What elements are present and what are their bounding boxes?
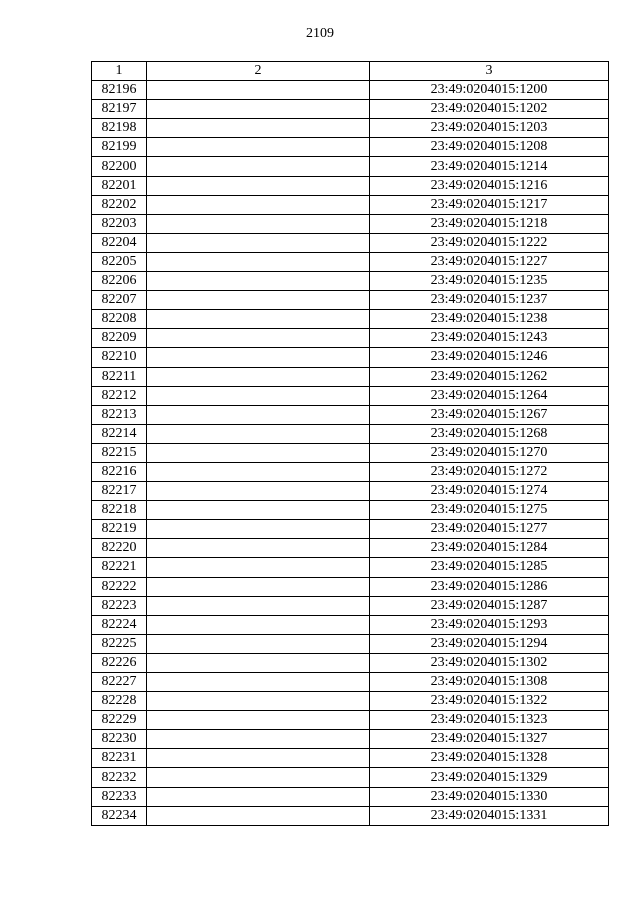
cadastral-number-cell: 23:49:0204015:1323 [370,711,609,730]
cadastral-number-cell: 23:49:0204015:1331 [370,806,609,825]
row-number-cell: 82220 [92,539,147,558]
table-row [92,386,609,405]
row-number-cell: 82211 [92,367,147,386]
row-number-cell: 82223 [92,596,147,615]
table-row [92,520,609,539]
table-row [92,462,609,481]
cadastral-number-cell: 23:49:0204015:1274 [370,482,609,501]
cadastral-number-cell: 23:49:0204015:1267 [370,405,609,424]
row-number-cell: 82217 [92,482,147,501]
table-row [92,424,609,443]
row-number-cell: 82205 [92,252,147,271]
table-row [92,329,609,348]
cadastral-number-cell: 23:49:0204015:1246 [370,348,609,367]
cadastral-number-cell: 23:49:0204015:1208 [370,138,609,157]
row-empty-cell [147,310,370,329]
page-number: 2109 [306,26,334,41]
row-empty-cell [147,749,370,768]
row-number-cell: 82231 [92,749,147,768]
cadastral-number-cell: 23:49:0204015:1294 [370,634,609,653]
table-row [92,749,609,768]
row-empty-cell [147,272,370,291]
row-number-cell: 82206 [92,272,147,291]
table-row [92,233,609,252]
row-number-cell: 82209 [92,329,147,348]
header-row [92,62,609,81]
row-number-cell: 82228 [92,692,147,711]
table-row [92,405,609,424]
row-number-cell: 82227 [92,673,147,692]
row-number-cell: 82234 [92,806,147,825]
row-empty-cell [147,100,370,119]
table-row [92,577,609,596]
cadastral-number-cell: 23:49:0204015:1202 [370,100,609,119]
cadastral-number-cell: 23:49:0204015:1286 [370,577,609,596]
cadastral-number-cell: 23:49:0204015:1293 [370,615,609,634]
row-number-cell: 82218 [92,501,147,520]
row-empty-cell [147,348,370,367]
table-row [92,615,609,634]
table-row [92,653,609,672]
cadastral-number-cell: 23:49:0204015:1328 [370,749,609,768]
cadastral-number-cell: 23:49:0204015:1264 [370,386,609,405]
row-empty-cell [147,138,370,157]
row-empty-cell [147,214,370,233]
table-row [92,214,609,233]
row-empty-cell [147,119,370,138]
row-number-cell: 82207 [92,291,147,310]
table-row [92,367,609,386]
table-row [92,501,609,520]
row-empty-cell [147,596,370,615]
table-row [92,138,609,157]
row-empty-cell [147,539,370,558]
row-empty-cell [147,195,370,214]
cadastral-number-cell: 23:49:0204015:1284 [370,539,609,558]
row-empty-cell [147,176,370,195]
row-empty-cell [147,558,370,577]
row-number-cell: 82203 [92,214,147,233]
row-number-cell: 82229 [92,711,147,730]
row-number-cell: 82216 [92,462,147,481]
row-empty-cell [147,673,370,692]
row-number-cell: 82219 [92,520,147,539]
row-empty-cell [147,806,370,825]
table-row [92,730,609,749]
cadastral-number-cell: 23:49:0204015:1218 [370,214,609,233]
row-number-cell: 82208 [92,310,147,329]
table-row [92,310,609,329]
row-number-cell: 82224 [92,615,147,634]
table-row [92,692,609,711]
cadastral-number-cell: 23:49:0204015:1270 [370,443,609,462]
row-empty-cell [147,405,370,424]
row-number-cell: 82226 [92,653,147,672]
cadastral-number-cell: 23:49:0204015:1329 [370,768,609,787]
table-row [92,443,609,462]
row-empty-cell [147,711,370,730]
cadastral-number-cell: 23:49:0204015:1285 [370,558,609,577]
row-empty-cell [147,520,370,539]
cadastral-number-cell: 23:49:0204015:1262 [370,367,609,386]
row-empty-cell [147,462,370,481]
cadastral-number-cell: 23:49:0204015:1330 [370,787,609,806]
table-body [92,81,609,826]
row-number-cell: 82215 [92,443,147,462]
cadastral-number-cell: 23:49:0204015:1203 [370,119,609,138]
table-row [92,539,609,558]
table-row [92,272,609,291]
row-empty-cell [147,482,370,501]
cadastral-number-cell: 23:49:0204015:1243 [370,329,609,348]
column-header-3: 3 [370,62,609,81]
row-number-cell: 82214 [92,424,147,443]
cadastral-number-cell: 23:49:0204015:1217 [370,195,609,214]
cadastral-number-cell: 23:49:0204015:1302 [370,653,609,672]
row-number-cell: 82233 [92,787,147,806]
row-number-cell: 82213 [92,405,147,424]
table-row [92,81,609,100]
row-empty-cell [147,615,370,634]
row-empty-cell [147,157,370,176]
row-empty-cell [147,367,370,386]
cadastral-number-cell: 23:49:0204015:1214 [370,157,609,176]
table-header [92,62,609,81]
row-number-cell: 82199 [92,138,147,157]
row-number-cell: 82204 [92,233,147,252]
table-row [92,482,609,501]
table-row [92,711,609,730]
cadastral-number-cell: 23:49:0204015:1327 [370,730,609,749]
cadastral-number-cell: 23:49:0204015:1237 [370,291,609,310]
data-table [91,61,609,826]
row-number-cell: 82196 [92,81,147,100]
cadastral-number-cell: 23:49:0204015:1322 [370,692,609,711]
cadastral-number-cell: 23:49:0204015:1272 [370,462,609,481]
row-empty-cell [147,291,370,310]
column-header-2: 2 [147,62,370,81]
row-number-cell: 82202 [92,195,147,214]
row-empty-cell [147,386,370,405]
table-row [92,348,609,367]
row-empty-cell [147,692,370,711]
cadastral-number-cell: 23:49:0204015:1275 [370,501,609,520]
table-row [92,787,609,806]
row-number-cell: 82200 [92,157,147,176]
table-row [92,673,609,692]
row-number-cell: 82212 [92,386,147,405]
cadastral-number-cell: 23:49:0204015:1216 [370,176,609,195]
row-empty-cell [147,233,370,252]
row-number-cell: 82230 [92,730,147,749]
table-row [92,100,609,119]
table-row [92,596,609,615]
row-number-cell: 82225 [92,634,147,653]
table-row [92,195,609,214]
table-row [92,768,609,787]
row-empty-cell [147,768,370,787]
table-row [92,157,609,176]
row-number-cell: 82210 [92,348,147,367]
table-row [92,558,609,577]
table-row [92,252,609,271]
table-row [92,119,609,138]
row-number-cell: 82222 [92,577,147,596]
table-row [92,176,609,195]
row-empty-cell [147,730,370,749]
row-empty-cell [147,634,370,653]
row-number-cell: 82232 [92,768,147,787]
cadastral-number-cell: 23:49:0204015:1308 [370,673,609,692]
row-empty-cell [147,653,370,672]
cadastral-number-cell: 23:49:0204015:1235 [370,272,609,291]
cadastral-number-cell: 23:49:0204015:1277 [370,520,609,539]
row-number-cell: 82198 [92,119,147,138]
cadastral-number-cell: 23:49:0204015:1227 [370,252,609,271]
row-empty-cell [147,577,370,596]
cadastral-number-cell: 23:49:0204015:1200 [370,81,609,100]
row-number-cell: 82197 [92,100,147,119]
table-row [92,634,609,653]
cadastral-number-cell: 23:49:0204015:1268 [370,424,609,443]
row-number-cell: 82221 [92,558,147,577]
row-empty-cell [147,501,370,520]
table-row [92,806,609,825]
cadastral-number-cell: 23:49:0204015:1287 [370,596,609,615]
row-number-cell: 82201 [92,176,147,195]
row-empty-cell [147,424,370,443]
row-empty-cell [147,329,370,348]
row-empty-cell [147,81,370,100]
table-row [92,291,609,310]
row-empty-cell [147,443,370,462]
row-empty-cell [147,252,370,271]
column-header-1: 1 [92,62,147,81]
cadastral-number-cell: 23:49:0204015:1238 [370,310,609,329]
cadastral-number-cell: 23:49:0204015:1222 [370,233,609,252]
row-empty-cell [147,787,370,806]
